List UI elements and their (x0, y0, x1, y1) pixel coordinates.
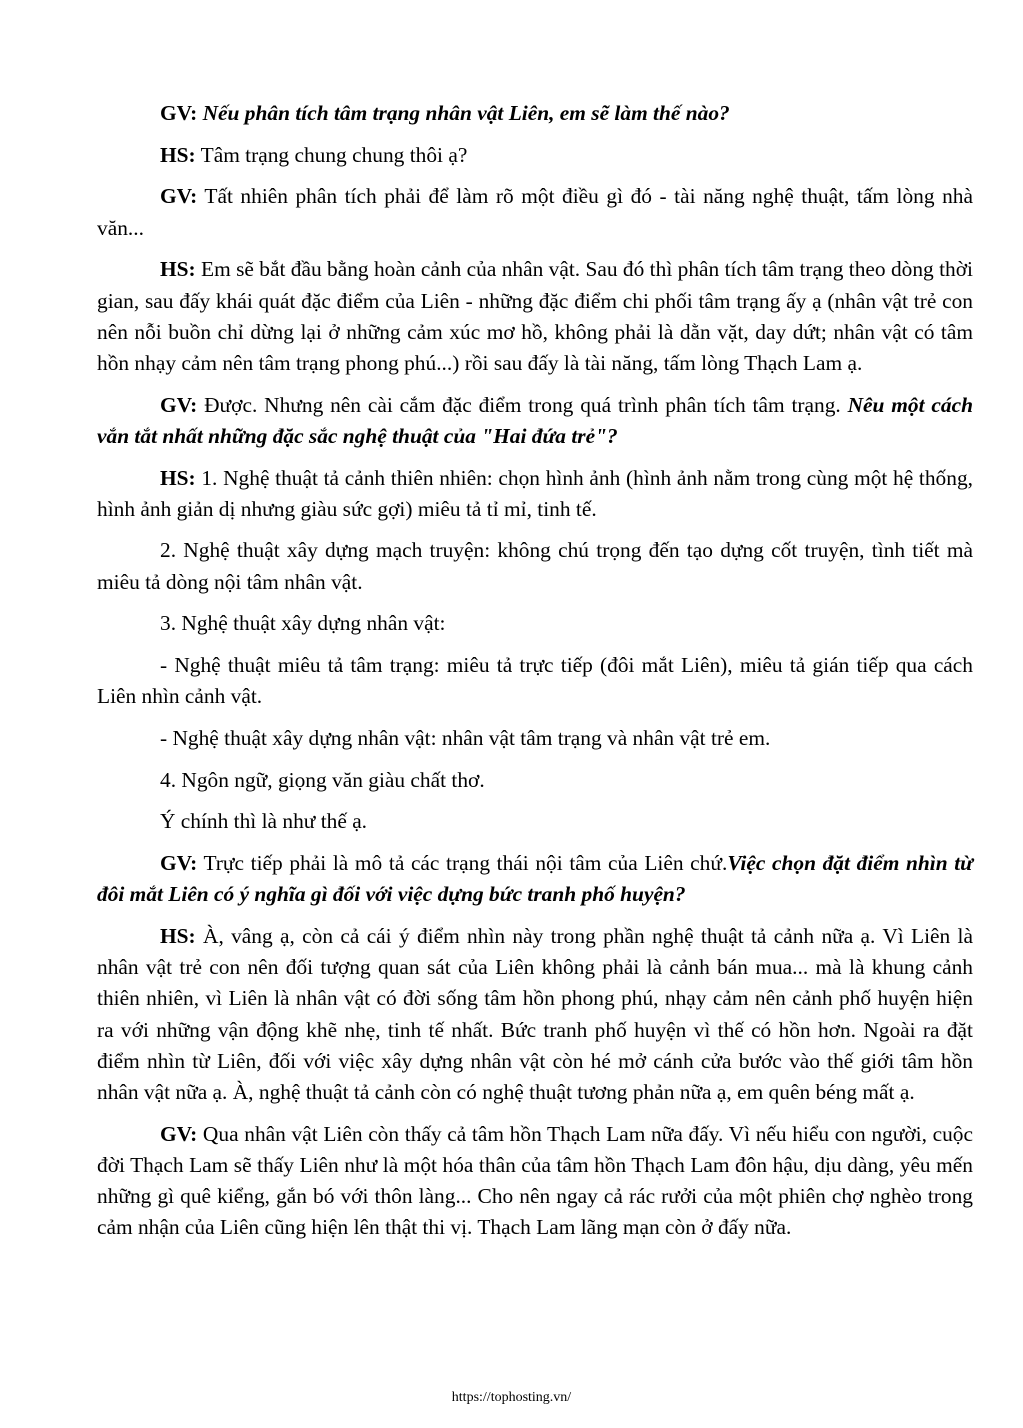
paragraph-gv-question-2 (97, 390, 973, 452)
paragraph-text: Tâm trạng chung chung thôi ạ? (195, 142, 468, 167)
paragraph-gv-question-1 (97, 98, 973, 129)
paragraph-point-4 (97, 765, 973, 796)
paragraph-gv-question-3 (97, 848, 973, 910)
speaker-label: HS: (160, 142, 196, 167)
emphasized-question: Nếu phân tích tâm trạng nhân vật Liên, em sẽ làm thế nào? (202, 101, 730, 125)
speaker-label: GV: (160, 184, 198, 209)
emphasized-question: Việc chọn đặt điểm nhìn từ đôi mắt Liên có ý nghĩa gì đối với việc dựng bức tranh phố huyện? (97, 851, 973, 907)
emphasized-question: Nêu một cách vắn tắt nhất những đặc sắc nghệ thuật của "Hai đứa trẻ"? (97, 392, 973, 448)
paragraph-text: 2. Nghệ thuật xây dựng mạch truyện: không chú trọng đến tạo dựng cốt truyện, tình tiết mà miêu tả dòng nội tâm nhân vật. (97, 538, 973, 594)
paragraph-point-3 (97, 608, 973, 639)
paragraph-gv-conclusion (97, 1119, 973, 1244)
paragraph-summary (97, 806, 973, 837)
document-body (97, 98, 973, 1254)
footer-url: https://tophosting.vn/ (451, 1390, 572, 1405)
paragraph-text: - Nghệ thuật miêu tả tâm trạng: miêu tả trực tiếp (đôi mắt Liên), miêu tả gián tiếp qua cách Liên nhìn cảnh vật. (97, 653, 973, 709)
paragraph-text: 4. Ngôn ngữ, giọng văn giàu chất thơ. (160, 767, 485, 792)
speaker-label: GV: (160, 101, 198, 125)
paragraph-text: 3. Nghệ thuật xây dựng nhân vật: (160, 611, 446, 636)
paragraph-point-2 (97, 535, 973, 597)
speaker-label: GV: (160, 1121, 198, 1146)
paragraph-hs-answer-1 (97, 140, 973, 171)
paragraph-text: Qua nhân vật Liên còn thấy cả tâm hồn Thạch Lam nữa đấy. Vì nếu hiểu con người, cuộc đời Thạch Lam sẽ thấy Liên như là một hóa thân của tâm hồn Thạch Lam đôn hậu, dịu dàng, yêu mến những gì quê kiểng, gắn bó với thôn làng... Cho nên ngay cả rác rưởi của một phiên chợ nghèo trong cảm nhận của Liên cũng hiện lên thật thi vị. Thạch Lam lãng mạn còn ở đấy nữa. (97, 1121, 973, 1240)
paragraph-hs-answer-2 (97, 254, 973, 379)
paragraph-text: - Nghệ thuật xây dựng nhân vật: nhân vật tâm trạng và nhân vật trẻ em. (160, 725, 771, 750)
paragraph-text: Tất nhiên phân tích phải để làm rõ một điều gì đó - tài năng nghệ thuật, tấm lòng nhà văn... (97, 184, 973, 240)
paragraph-point-3b (97, 723, 973, 754)
paragraph-text: Được. Nhưng nên cài cắm đặc điểm trong quá trình phân tích tâm trạng. (197, 392, 848, 417)
speaker-label: HS: (160, 465, 196, 490)
paragraph-point-3a (97, 650, 973, 712)
paragraph-text: Em sẽ bắt đầu bằng hoàn cảnh của nhân vật. Sau đó thì phân tích tâm trạng theo dòng thời gian, sau đấy khái quát đặc điểm của Liên - những đặc điểm chi phối tâm trạng ấy ạ (nhân vật trẻ con nên nỗi buồn chỉ dừng lại ở những cảm xúc mơ hồ, không phải là dằn vặt, day dứt; nhân vật có tâm hồn nhạy cảm nên tâm trạng phong phú...) rồi sau đấy là tài năng, tấm lòng Thạch Lam ạ. (97, 257, 973, 375)
speaker-label: GV: (160, 851, 198, 876)
paragraph-gv-2 (97, 181, 973, 243)
speaker-label: HS: (160, 257, 196, 282)
paragraph-hs-answer-4 (97, 921, 973, 1108)
paragraph-hs-answer-3 (97, 463, 973, 525)
paragraph-text: Ý chính thì là như thế ạ. (160, 809, 368, 834)
speaker-label: HS: (160, 923, 196, 948)
paragraph-text: À, vâng ạ, còn cả cái ý điểm nhìn này trong phần nghệ thuật tả cảnh nữa ạ. Vì Liên là nhân vật trẻ con nên đối tượng quan sát của Liên không phải là cảnh bán mua... mà là khung cảnh thiên nhiên, vì Liên là nhân vật có đời sống tâm hồn phong phú, nhạy cảm nên cảnh phố huyện hiện ra với những vận động khẽ nhẹ, tinh tế nhất. Bức tranh phố huyện vì thế có hồn hơn. Ngoài ra đặt điểm nhìn từ Liên, đối với việc xây dựng nhân vật còn hé mở cánh cửa bước vào thế giới tâm hồn nhân vật nữa ạ. À, nghệ thuật tả cảnh còn có nghệ thuật tương phản nữa ạ, em quên béng mất ạ. (97, 923, 973, 1104)
paragraph-text: 1. Nghệ thuật tả cảnh thiên nhiên: chọn hình ảnh (hình ảnh nằm trong cùng một hệ thống, hình ảnh giản dị nhưng giàu sức gợi) miêu tả tỉ mỉ, tinh tế. (97, 465, 973, 521)
paragraph-text: Trực tiếp phải là mô tả các trạng thái nội tâm của Liên chứ. (197, 851, 728, 876)
speaker-label: GV: (160, 392, 198, 417)
